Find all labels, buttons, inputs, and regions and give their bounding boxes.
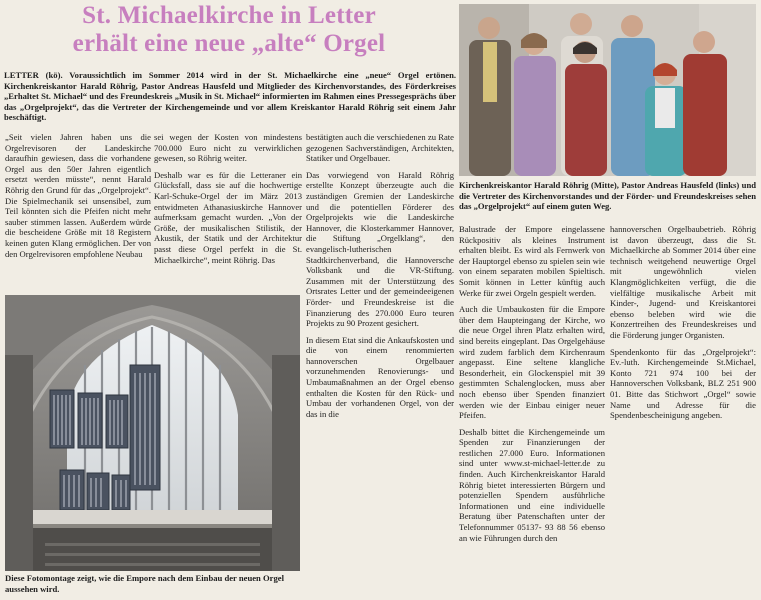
paragraph: „Seit vielen Jahren haben uns die Orgelrevisoren der Landeskirche daraufhin gewiesen, dass die vorhandene Orgel aus den 50er Jahren eigentlich ersetzt werden müsste“, nennt Harald Röhrig den Grund für das „Orgelprojekt“. Die Spielmechanik sei unsensibel, zum Teil könnten sich die Pfeifen nicht mehr sauber stimmen lassen. Außerdem würde die bescheidene Größe mit 18 Registern keinen guten Klang ermöglichen. Der von den Orgelrevisoren empfohlene Neubau — [5, 132, 151, 259]
organ-photo-image — [5, 295, 300, 571]
paragraph: hannoverschen Orgelbaubetrieb. Röhrig ist davon überzeugt, dass die St. Michaelkirche ab Sommer 2014 über eine technisch weitgehend neuwertige Orgel mit ungewöhnlich vielen Klangmöglichkeiten verfügt, die die vielfältige musikalische Arbeit mit Kinder-, Jugend- und Kreiskantorei ebenso beleben wird wie die Konzertreihen des Freundeskreises und die Förderung junger Organisten. — [610, 224, 756, 340]
paragraph: Das vorwiegend von Harald Röhrig erstellte Konzept überzeugte auch die zuständigen Gremien der Landeskirche und die potentiellen Förderer des Orgelprojekts wie die Landeskirche Hannover, die Klosterkammer Hannover, die Stiftung „Orgelklang“, den evangelisch-lutherischen Stadtkirchenverband, die Hannoversche Volksbank und die VR-Stiftung. Zusammen mit der Unterstützung des Ortsrates Letter und der gemeindeeigenen Förder- und Freundeskreise ist die Finanzierung des 270.000 Euro teuren Projekts zu 90 Prozent gesichert. — [306, 169, 454, 329]
article-column-1 — [5, 132, 151, 265]
article-column-2 — [154, 132, 302, 271]
article-column-4 — [459, 224, 605, 549]
paragraph: In diesem Etat sind die Ankaufskosten und die von einem renommierten hannoverschen Orgelbauer vorzunehmenden Renovierungs- und Umbaumaßnahmen an der Orgel ebenso enthalten die Kosten für den Rück- und Umbau der vorhandenen Orgel, von der das in die — [306, 334, 454, 419]
paragraph: sei wegen der Kosten von mindestens 700.000 Euro nicht zu verwirklichen gewesen, so Röhrig weiter. — [154, 132, 302, 164]
article-column-3 — [306, 132, 454, 425]
organ-photo-montage — [5, 295, 300, 571]
paragraph: bestätigten auch die verschiedenen zu Rate gezogenen Sachverständigen, Architekten, Statiker und Orgelbauer. — [306, 132, 454, 164]
paragraph: Balustrade der Empore eingelassene Rückpositiv als kleines Instrument erhalten bleibt. Es wird als Fernwerk von der Hauptorgel ebenso zu spielen sein wie von einem separaten mobilen Spieltisch. Somit können in Letter künftig auch Werke für zwei Orgeln gespielt werden. — [459, 224, 605, 298]
paragraph: Deshalb bittet die Kirchengemeinde um Spenden zur Finanzierungen der restlichen 27.000 Euro. Informationen sind unter www.st-michael-letter.de zu finden. Auch Kirchenkreiskantor Harald Röhrig bietet interessierten Bürgern und potenziellen Spendern ausführliche Informationen und eine individuelle Beratung über Patenschaften unter der Telefonnummer 05137- 93 88 56 ebenso an wie Führungen durch den — [459, 426, 605, 543]
group-photo — [459, 4, 756, 176]
photo-caption: Diese Fotomontage zeigt, wie die Empore nach dem Einbau der neuen Orgel aussehen wird. — [5, 573, 284, 594]
lead-paragraph: LETTER (kö). Voraussichtlich im Sommer 2014 wird in der St. Michaelkirche eine „neue“ Orgel ertönen. Kirchenkreiskantor Harald Röhrig, Pastor Andreas Hausfeld und Mitglieder des Kirchenvorstandes, des Förderkreises „Erhaltet St. Michael“ und des Freundeskreis „Musik in St. Michael“ informierten im Rahmen eines Pressegesprächs über das „Orgelprojekt“, das die Vertreter der Kirchengemeinde und vor allem Kreiskantor Harald Röhrig seit einem Jahr beschäftigt. — [4, 70, 456, 123]
group-photo-caption: Kirchenkreiskantor Harald Röhrig (Mitte), Pastor Andreas Hausfeld (links) und die Vertreter des Kirchenvorstandes und der Förder- und Freundeskreises sehen das „Orgelprojekt“ auf einem guten Weg. — [459, 180, 756, 212]
paragraph: Deshalb war es für die Letteraner ein Glücksfall, dass sie auf die hochwertige Karl-Schuke-Orgel der im März 2013 entwidmeten Athanasiuskirche Hannover aufmerksam gemacht wurden. „Von der Größe, der musikalischen Stilistik, der Akustik, der Statik und der Architektur passt diese Orgel perfekt in die St. Michaelkirche“, meint Röhrig. Das — [154, 169, 302, 265]
paragraph: Spendenkonto für das „Orgelprojekt“: Ev.-luth. Kirchengemeinde St.Michael, Konto 721 974 100 bei der Hannoverschen Volksbank, BLZ 251 900 01. Bitte das Stichwort „Orgel“ sowie Name und Adresse für die Spendenbescheinigung angeben. — [610, 346, 756, 421]
headline-line-1: St. Michaelkirche in Letter — [82, 2, 376, 29]
headline-line-2: erhält eine neue „alte“ Orgel — [72, 30, 386, 57]
article-column-5 — [610, 224, 756, 427]
group-photo-image — [459, 4, 756, 176]
headline — [0, 2, 458, 58]
paragraph: Auch die Umbaukosten für die Empore über dem Haupteingang der Kirche, wo die neue Orgel ihren Platz erhalten wird, sind bereits eingeplant. Das Orgelgehäuse wird zudem farblich dem Kirchenraum angepasst. Eine seltene klangliche Besonderheit, ein Glockenspiel mit 39 gestimmten Schalenglocken, muss aber noch ebenso über Spenden finanziert werden wie der Einbau einiger neuer Pfeifen. — [459, 304, 605, 421]
